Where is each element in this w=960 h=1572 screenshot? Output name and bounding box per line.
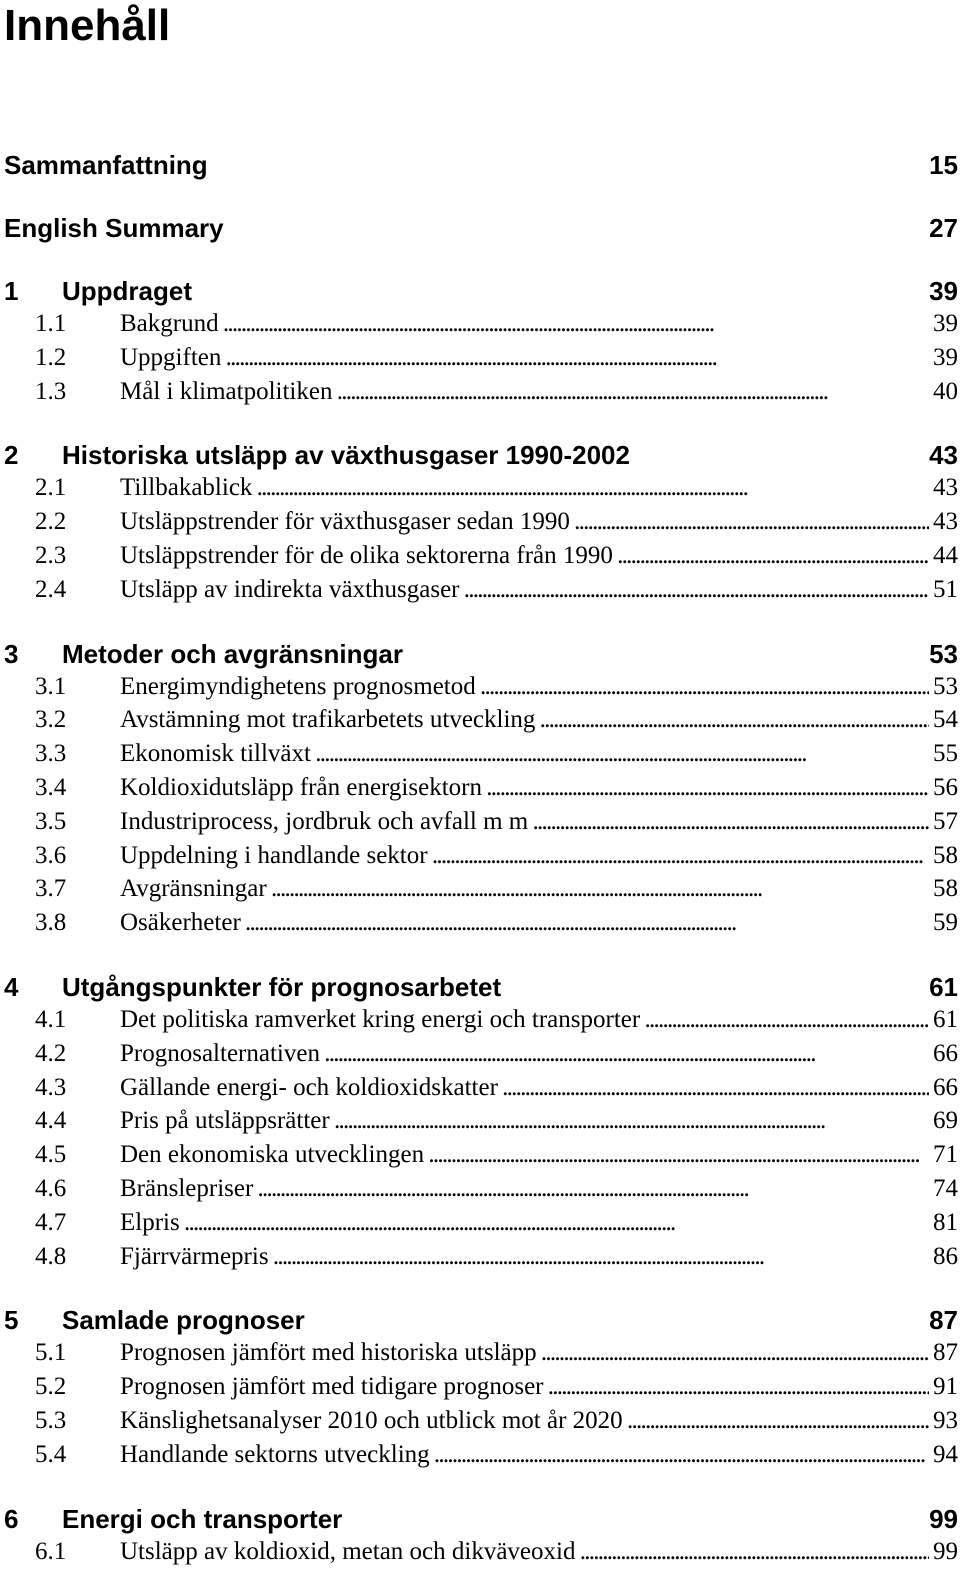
toc-subsection-row[interactable] <box>0 342 960 374</box>
toc-subsection-title <box>120 1207 929 1239</box>
toc-subsection-number: 1.3 <box>35 377 67 405</box>
toc-subsection-page: 57 <box>933 807 958 835</box>
toc-subsection-title-text: Handlande sektorns utveckling <box>120 1440 430 1468</box>
toc-subsection-row[interactable] <box>0 1337 960 1369</box>
toc-subsection-title-text: Prognosen jämfört med tidigare prognoser <box>120 1373 544 1401</box>
toc-subsection-number: 4.4 <box>35 1107 67 1135</box>
toc-section-title: Metoder och avgränsningar <box>62 638 403 669</box>
toc-subsection-row[interactable] <box>0 738 960 770</box>
toc-subsection-page: 66 <box>933 1073 958 1101</box>
toc-section-row[interactable] <box>0 438 960 472</box>
toc-subsection-row[interactable] <box>0 772 960 804</box>
toc-subsection-title <box>120 574 929 606</box>
toc-subsection-page: 58 <box>933 841 958 869</box>
toc-subsection-row[interactable] <box>0 704 960 736</box>
toc-subsection-number: 2.4 <box>35 575 67 603</box>
toc-subsection-row[interactable] <box>0 907 960 939</box>
toc-subsection-title <box>120 308 929 340</box>
toc-subsection-title-text: Det politiska ramverket kring energi och transporter <box>120 1006 641 1033</box>
toc-section-number: 1 <box>4 276 19 306</box>
toc-subsection-number: 5.2 <box>35 1373 67 1401</box>
toc-subsection-title-text: Osäkerheter <box>120 909 241 937</box>
toc-subsection-number: 4.6 <box>35 1175 67 1202</box>
toc-subsection-row[interactable] <box>0 540 960 572</box>
toc-subsection-number: 3.7 <box>35 875 67 903</box>
toc-subsection-page: 54 <box>933 706 958 734</box>
toc-section-row[interactable] <box>0 148 960 182</box>
toc-subsection-number: 4.8 <box>35 1242 67 1270</box>
toc-subsection-row[interactable] <box>0 376 960 408</box>
toc-section-title: Historiska utsläpp av växthusgaser 1990-2002 <box>62 440 630 471</box>
toc-subsection-number: 3.2 <box>35 706 67 734</box>
toc-subsection-page: 86 <box>933 1242 958 1270</box>
toc-subsection-title <box>120 907 929 939</box>
toc-subsection-row[interactable] <box>0 1241 960 1273</box>
toc-subsection-title <box>120 1139 929 1171</box>
toc-subsection-page: 39 <box>933 310 958 337</box>
toc-section-title: Energi och transporter <box>62 1503 343 1534</box>
toc-section-row[interactable] <box>0 1502 960 1536</box>
toc-section-page: 61 <box>929 972 958 1002</box>
toc-section-row[interactable] <box>0 637 960 671</box>
toc-subsection-title-text: Elpris <box>120 1208 180 1236</box>
toc-subsection-row[interactable] <box>0 308 960 340</box>
toc-subsection-row[interactable] <box>0 1439 960 1471</box>
toc-section-number: 2 <box>4 440 19 471</box>
toc-section-title: Sammanfattning <box>4 150 208 180</box>
toc-section-page: 53 <box>929 638 958 669</box>
toc-subsection-title-text: Utsläppstrender för växthusgaser sedan 1990 <box>120 508 570 536</box>
toc-section-number: 6 <box>4 1503 19 1534</box>
toc-subsection-title-text: Mål i klimatpolitiken <box>120 377 333 405</box>
toc-section-row[interactable] <box>0 274 960 308</box>
toc-subsection-number: 4.2 <box>35 1039 67 1067</box>
toc-subsection-title <box>120 1337 929 1369</box>
toc-subsection-page: 59 <box>933 909 958 937</box>
toc-subsection-number: 3.4 <box>35 774 67 801</box>
page-title: Innehåll <box>4 1 171 50</box>
toc-subsection-title <box>120 1105 929 1137</box>
toc-subsection-page: 93 <box>933 1407 958 1434</box>
toc-subsection-title <box>120 806 929 838</box>
toc-subsection-page: 43 <box>933 474 958 502</box>
toc-section-number: 4 <box>4 972 19 1002</box>
toc-subsection-row[interactable] <box>0 1105 960 1137</box>
toc-subsection-number: 1.1 <box>35 310 67 337</box>
toc-subsection-title <box>120 1173 929 1205</box>
toc-subsection-number: 3.1 <box>35 672 67 700</box>
toc-subsection-page: 55 <box>933 740 958 768</box>
toc-subsection-number: 2.1 <box>35 474 67 502</box>
toc-subsection-title-text: Utsläpp av koldioxid, metan och dikväveoxid <box>120 1537 576 1565</box>
toc-subsection-number: 3.3 <box>35 740 67 768</box>
toc-subsection-page: 87 <box>933 1339 958 1367</box>
toc-subsection-row[interactable] <box>0 1173 960 1205</box>
toc-subsection-page: 56 <box>933 774 958 801</box>
toc-subsection-number: 2.2 <box>35 508 67 536</box>
toc-subsection-title-text: Den ekonomiska utvecklingen <box>120 1141 425 1169</box>
toc-subsection-title <box>120 840 929 872</box>
toc-subsection-title-text: Bränslepriser <box>120 1175 254 1202</box>
toc-subsection-number: 4.3 <box>35 1073 67 1101</box>
toc-subsection-title <box>120 1004 929 1036</box>
toc-subsection-number: 5.3 <box>35 1407 67 1434</box>
toc-subsection-page: 69 <box>933 1107 958 1135</box>
toc-subsection-page: 43 <box>933 508 958 536</box>
toc-subsection-title <box>120 1241 929 1273</box>
toc-subsection-title-text: Prognosen jämfört med historiska utsläpp <box>120 1339 537 1367</box>
toc-section-page: 15 <box>929 150 958 180</box>
toc-subsection-title <box>120 540 929 572</box>
toc-subsection-title <box>120 1405 929 1437</box>
toc-subsection-title-text: Uppdelning i handlande sektor <box>120 841 428 869</box>
toc-subsection-row[interactable] <box>0 574 960 606</box>
toc-subsection-title-text: Avstämning mot trafikarbetets utveckling <box>120 706 536 734</box>
toc-subsection-row[interactable] <box>0 1207 960 1239</box>
toc-subsection-title <box>120 1371 929 1403</box>
toc-subsection-page: 99 <box>933 1537 958 1565</box>
toc-subsection-row[interactable] <box>0 1072 960 1104</box>
toc-subsection-title <box>120 506 929 538</box>
toc-subsection-page: 39 <box>933 343 958 371</box>
toc-subsection-page: 40 <box>933 377 958 405</box>
toc-subsection-page: 53 <box>933 672 958 700</box>
toc-subsection-title-text: Tillbakablick <box>120 474 253 502</box>
toc-subsection-title-text: Utsläpp av indirekta växthusgaser <box>120 575 460 603</box>
toc-section-title: Uppdraget <box>62 276 192 306</box>
toc-section-title: English Summary <box>4 213 224 243</box>
toc-subsection-title <box>120 472 929 504</box>
toc-subsection-title-text: Ekonomisk tillväxt <box>120 740 311 768</box>
toc-section-page: 27 <box>929 213 958 243</box>
toc-section-page: 39 <box>929 276 958 306</box>
toc-subsection-number: 6.1 <box>35 1537 67 1565</box>
toc-subsection-number: 2.3 <box>35 542 67 569</box>
toc-subsection-page: 58 <box>933 875 958 903</box>
toc-subsection-title-text: Känslighetsanalyser 2010 och utblick mot år 2020 <box>120 1407 623 1434</box>
toc-subsection-title <box>120 1072 929 1104</box>
toc-section-row[interactable] <box>0 1303 960 1337</box>
toc-subsection-row[interactable] <box>0 1371 960 1403</box>
toc-section-page: 87 <box>929 1305 958 1336</box>
toc-subsection-row[interactable] <box>0 1405 960 1437</box>
toc-subsection-page: 51 <box>933 575 958 603</box>
toc-subsection-page: 74 <box>933 1175 958 1202</box>
toc-section-title: Utgångspunkter för prognosarbetet <box>62 972 502 1002</box>
toc-subsection-page: 94 <box>933 1440 958 1468</box>
toc-subsection-title <box>120 1536 929 1568</box>
toc-subsection-title <box>120 1439 929 1471</box>
toc-subsection-number: 4.7 <box>35 1208 67 1236</box>
toc-subsection-row[interactable] <box>0 1536 960 1568</box>
toc-subsection-row[interactable] <box>0 472 960 504</box>
toc-subsection-title-text: Uppgiften <box>120 343 222 371</box>
toc-subsection-title <box>120 671 929 703</box>
toc-section-title: Samlade prognoser <box>62 1305 305 1336</box>
toc-subsection-title-text: Energimyndighetens prognosmetod <box>120 672 476 700</box>
toc-subsection-number: 3.5 <box>35 807 67 835</box>
toc-section-number: 3 <box>4 638 19 669</box>
toc-section-row[interactable] <box>0 211 960 245</box>
toc-subsection-row[interactable] <box>0 1038 960 1070</box>
toc-subsection-row[interactable] <box>0 840 960 872</box>
toc-subsection-page: 61 <box>933 1006 958 1033</box>
toc-subsection-title <box>120 1038 929 1070</box>
toc-subsection-number: 3.6 <box>35 841 67 869</box>
toc-subsection-title <box>120 376 929 408</box>
toc-subsection-row[interactable] <box>0 1139 960 1171</box>
toc-subsection-title-text: Prognosalternativen <box>120 1039 320 1067</box>
toc-subsection-row[interactable] <box>0 671 960 703</box>
toc-subsection-number: 5.1 <box>35 1339 67 1367</box>
toc-subsection-page: 44 <box>933 542 958 569</box>
toc-subsection-title-text: Bakgrund <box>120 310 219 337</box>
toc-section-page: 43 <box>929 440 958 471</box>
toc-subsection-page: 71 <box>933 1141 958 1169</box>
toc-subsection-title-text: Pris på utsläppsrätter <box>120 1107 330 1135</box>
toc-subsection-row[interactable] <box>0 873 960 905</box>
toc-subsection-number: 4.1 <box>35 1006 67 1033</box>
toc-section-page: 99 <box>929 1503 958 1534</box>
toc-section-number: 5 <box>4 1305 19 1336</box>
toc-subsection-title <box>120 873 929 905</box>
toc-subsection-title <box>120 704 929 736</box>
toc-subsection-title <box>120 342 929 374</box>
toc-subsection-number: 4.5 <box>35 1141 67 1169</box>
toc-subsection-title-text: Utsläppstrender för de olika sektorerna från 1990 <box>120 542 613 569</box>
toc-subsection-number: 3.8 <box>35 909 67 937</box>
toc-subsection-title <box>120 772 929 804</box>
toc-subsection-page: 66 <box>933 1039 958 1067</box>
toc-subsection-number: 1.2 <box>35 343 67 371</box>
toc-section-row[interactable] <box>0 970 960 1004</box>
toc-subsection-page: 91 <box>933 1373 958 1401</box>
toc-subsection-title-text: Fjärrvärmepris <box>120 1242 269 1270</box>
toc-subsection-page: 81 <box>933 1208 958 1236</box>
toc-subsection-number: 5.4 <box>35 1440 67 1468</box>
toc-subsection-title-text: Koldioxidutsläpp från energisektorn <box>120 774 482 801</box>
toc-subsection-title <box>120 738 929 770</box>
toc-subsection-row[interactable] <box>0 506 960 538</box>
toc-subsection-row[interactable] <box>0 1004 960 1036</box>
toc-subsection-title-text: Gällande energi- och koldioxidskatter <box>120 1073 498 1101</box>
toc-subsection-row[interactable] <box>0 806 960 838</box>
toc-subsection-title-text: Avgränsningar <box>120 875 267 903</box>
toc-subsection-title-text: Industriprocess, jordbruk och avfall m m <box>120 807 529 835</box>
